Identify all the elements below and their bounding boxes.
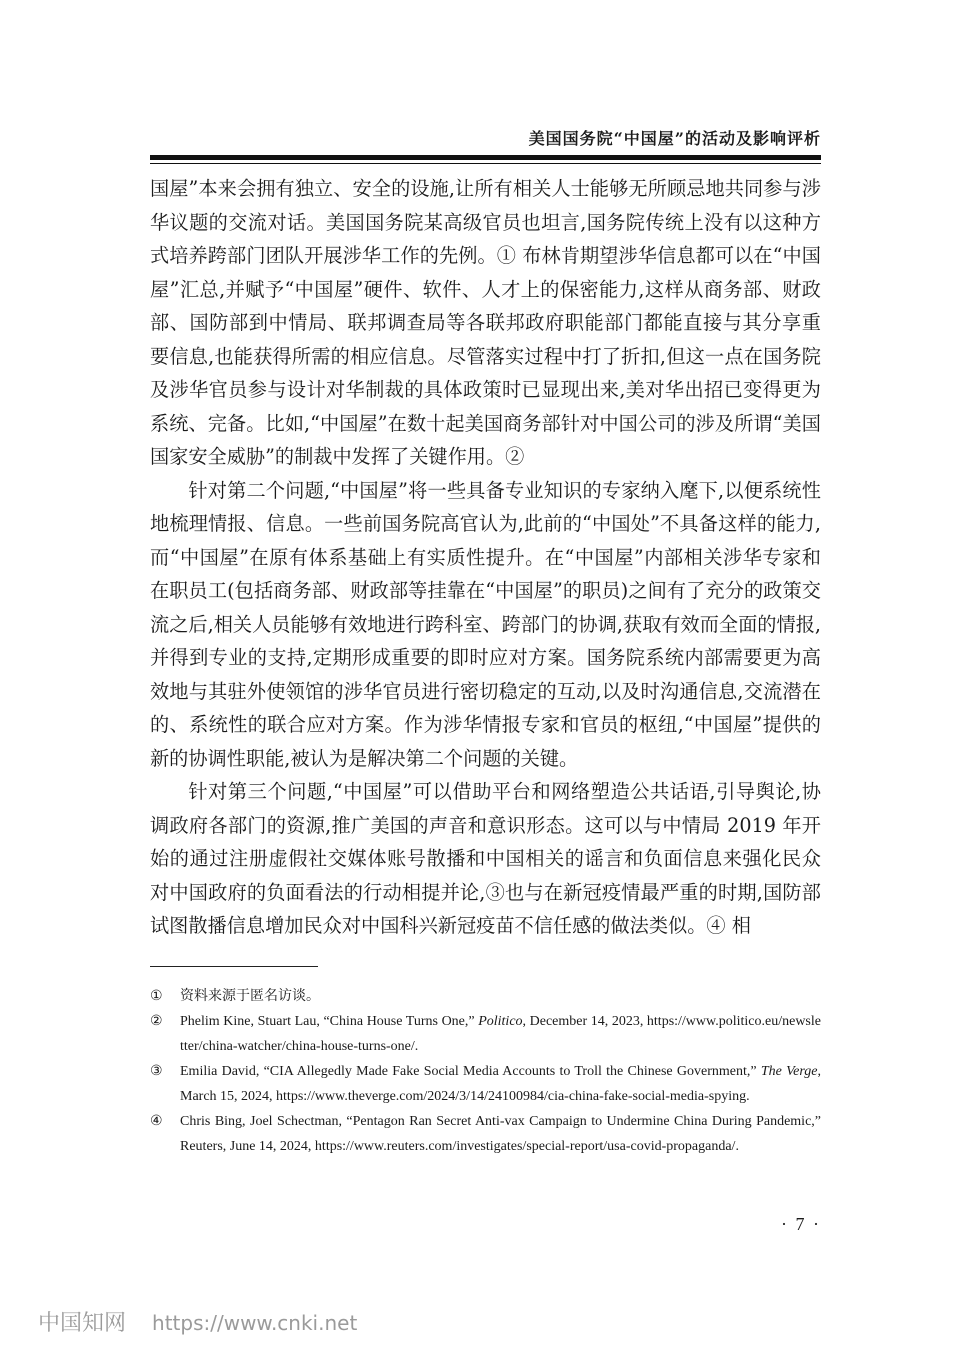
paragraph-3: 针对第三个问题,“中国屋”可以借助平台和网络塑造公共话语,引导舆论,协调政府各部门的资源,推广美国的声音和意识形态。这可以与中情局 2019 年开始的通过注册虚假社交媒体账号散播和中国相关的谣言和负面信息来强化民众对中国政府的负面看法的行动相提并论,③也与在新冠疫情最严重的时期,国防部试图散播信息增加民众对中国科兴新冠疫苗不信任感的做法类似。④ 相 (150, 780, 821, 937)
running-head: 美国国务院“中国屋”的活动及影响评析 (528, 129, 821, 148)
footnote-source-title: Politico (478, 1014, 523, 1029)
header-rule-thick (150, 155, 821, 160)
watermark (38, 1306, 357, 1337)
cnki-url: https://www.cnki.net (152, 1311, 358, 1335)
footnote-mark: ② (150, 1014, 163, 1029)
footnote-mark: ③ (150, 1064, 163, 1079)
paragraph-2: 针对第二个问题,“中国屋”将一些具备专业知识的专家纳入麾下,以便系统性地梳理情报、信息。一些前国务院高官认为,此前的“中国处”不具备这样的能力,而“中国屋”在原有体系基础上有实质性提升。在“中国屋”内部相关涉华专家和在职员工(包括商务部、财政部等挂靠在“中国屋”的职员)之间有了充分的政策交流之后,相关人员能够有效地进行跨科室、跨部门的协调,获取有效而全面的情报,并得到专业的支持,定期形成重要的即时应对方案。国务院系统内部需要更为高效地与其驻外使领馆的涉华官员进行密切稳定的互动,以及时沟通信息,交流潜在的、系统性的联合应对方案。作为涉华情报专家和官员的枢纽,“中国屋”提供的新的协调性职能,被认为是解决第二个问题的关键。 (150, 478, 821, 770)
paragraph-1: 国屋”本来会拥有独立、安全的设施,让所有相关人士能够无所顾忌地共同参与涉华议题的交流对话。美国国务院某高级官员也坦言,国务院传统上没有以这种方式培养跨部门团队开展涉华工作的先例。① 布林肯期望涉华信息都可以在“中国屋”汇总,并赋予“中国屋”硬件、软件、人才上的保密能力,这样从商务部、财政部、国防部到中情局、联邦调查局等各联邦政府职能部门都能直接与其分享重要信息,也能获得所需的相应信息。尽管落实过程中打了折扣,但这一点在国务院及涉华官员参与设计对华制裁的具体政策时已显现出来,美对华出招已变得更为系统、完备。比如,“中国屋”在数十起美国商务部针对中国公司的涉及所谓“美国国家安全威胁”的制裁中发挥了关键作用。② (150, 177, 821, 468)
footnote-source-title: The Verge (760, 1064, 818, 1079)
footnote-1 (150, 984, 821, 1009)
footnote-citation: Phelim Kine, Stuart Lau, “China House Turns One,” (180, 1014, 479, 1029)
footnote-separator (150, 966, 318, 967)
footnote-4 (150, 1109, 821, 1159)
footnote-2 (150, 1009, 821, 1059)
page-number: · 7 · (781, 1214, 821, 1234)
footnote-text (180, 1009, 821, 1059)
footnote-text: Chris Bing, Joel Schectman, “Pentagon Ran Secret Anti-vax Campaign to Undermine China During Pandemic,” Reuters, June 14, 2024, https://www.reuters.com/investigates/special-report/usa-covid-propaganda/. (180, 1114, 821, 1154)
footnote-citation-rest: , March 15, 2024, https://www.theverge.com/2024/3/14/24100984/cia-china-fake-social-media-spying. (180, 1064, 822, 1104)
footnotes (150, 984, 821, 1159)
footnote-mark: ④ (150, 1114, 163, 1129)
footnote-citation: Emilia David, “CIA Allegedly Made Fake Social Media Accounts to Troll the Chinese Government,” (180, 1064, 761, 1079)
header-rule-thin (150, 163, 821, 164)
footnote-citation-rest: , December 14, 2023, https://www.politico.eu/newsletter/china-watcher/china-house-turns-one/. (180, 1014, 821, 1054)
footnote-3 (150, 1059, 821, 1109)
footnote-text (180, 1059, 821, 1109)
body-text (150, 172, 821, 943)
footnote-text: 资料来源于匿名访谈。 (180, 989, 320, 1004)
cnki-logo-text: 中国知网 (38, 1311, 127, 1336)
footnote-mark: ① (150, 989, 163, 1004)
